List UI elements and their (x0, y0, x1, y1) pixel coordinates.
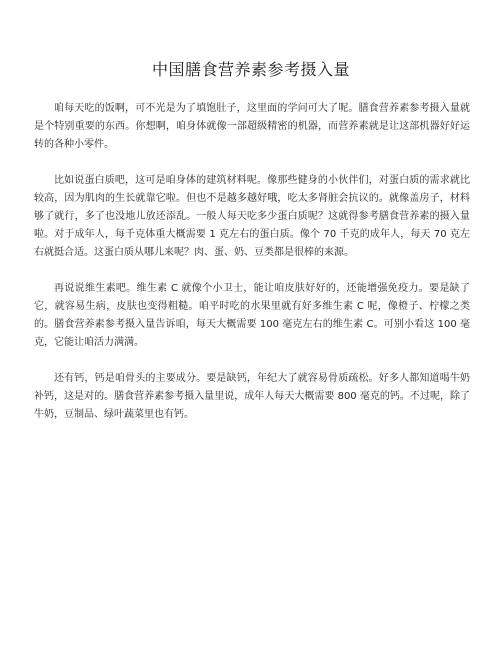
document-title: 中国膳食营养素参考摄入量 (151, 60, 350, 79)
document-body (34, 100, 470, 442)
paragraph-vitamin: 再说说维生素吧。维生素 C 就像个小卫士，能让咱皮肤好好的，还能增强免疫力。要是缺了它，就容易生病，皮肤也变得粗糙。咱平时吃的水果里就有好多维生素 C 呢，像橙子、柠檬之类的。膳食营养素参考摄入量告诉咱，每天大概需要 100 毫克左右的维生素 C。可别小看这 100 毫克，它能让咱活力满满。 (34, 283, 470, 348)
paragraph-intro: 咱每天吃的饭啊，可不光是为了填饱肚子，这里面的学问可大了呢。膳食营养素参考摄入量就是个特别重要的东西。你想啊，咱身体就像一部超级精密的机器，而营养素就是让这部机器好好运转的各种小零件。 (34, 103, 470, 150)
paragraph-protein: 比如说蛋白质吧，这可是咱身体的建筑材料呢。像那些健身的小伙伴们，对蛋白质的需求就比较高，因为肌肉的生长就靠它啦。但也不是越多越好哦，吃太多肾脏会抗议的。就像盖房子，材料够了就行，多了也没地儿放还添乱。一般人每天吃多少蛋白质呢？这就得参考膳食营养素的摄入量啦。对于成年人，每千克体重大概需要 1 克左右的蛋白质。像个 70 千克的成年人，每天 70 克左右就挺合适。这蛋白质从哪儿来呢？肉、蛋、奶、豆类都是很棒的来源。 (34, 175, 470, 258)
paragraph-calcium: 还有钙，钙是咱骨头的主要成分。要是缺钙，年纪大了就容易骨质疏松。好多人都知道喝牛奶补钙，这是对的。膳食营养素参考摄入量里说，成年人每天大概需要 800 毫克的钙。不过呢，除了牛奶，豆制品、绿叶蔬菜里也有钙。 (34, 373, 470, 420)
